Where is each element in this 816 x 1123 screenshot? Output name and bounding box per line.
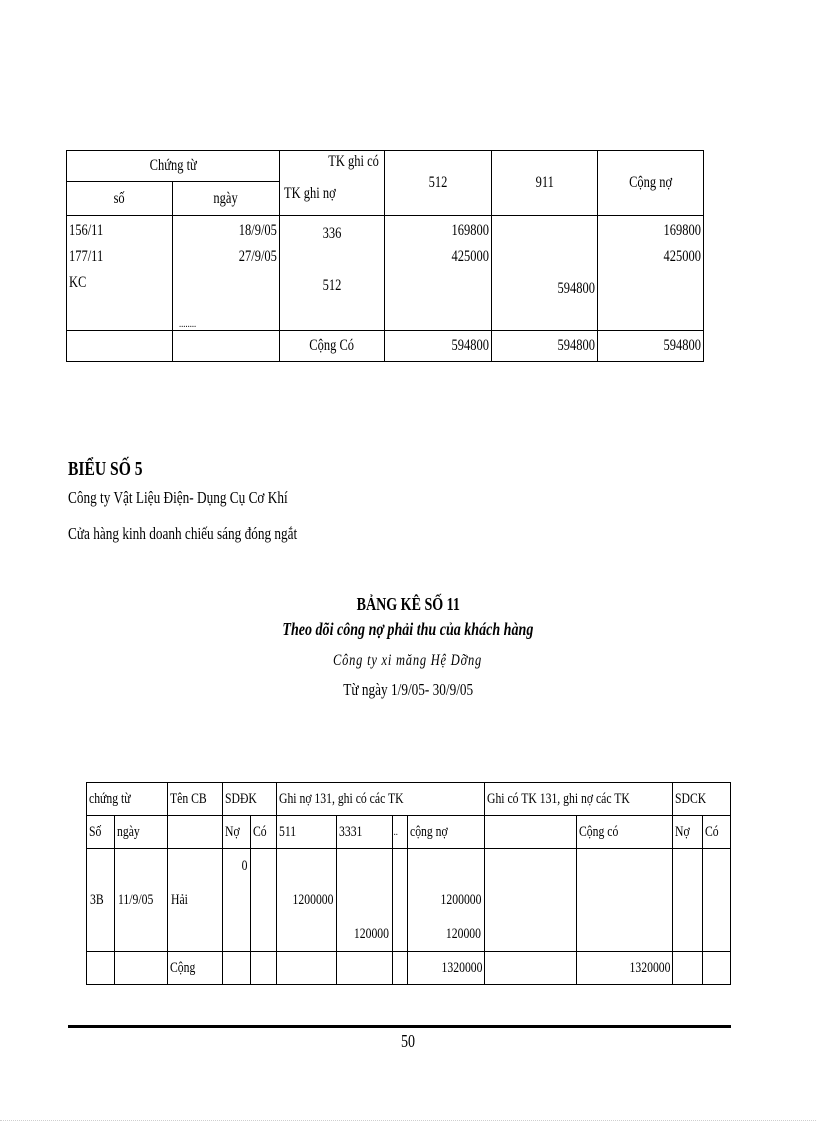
footer-rule <box>68 1025 731 1028</box>
header-512: 512 <box>385 151 492 216</box>
table-row: 177/11 27/9/05 425000 425000 <box>67 246 704 272</box>
table-row: 156/11 18/9/05 336 169800 169800 <box>67 216 704 247</box>
header-chung-tu: Chứng từ <box>67 151 280 182</box>
total-row: Cộng Có 594800 594800 594800 <box>67 331 704 362</box>
report-customer: Công ty xi măng Hệ Dỡng <box>333 652 483 669</box>
header-row-2: Số ngày Nợ Có 511 3331 .. cộng nợ Cộng có Nợ Có <box>87 816 731 849</box>
header-sddk: SDĐK <box>223 783 277 816</box>
header-row-1 <box>87 783 731 816</box>
report-subtitle: Theo dõi công nợ phải thu của khách hàng <box>282 619 534 639</box>
header-ghi-co: Ghi có TK 131, ghi nợ các TK <box>485 783 673 816</box>
header-cong-no: Cộng nợ <box>598 151 704 216</box>
header-ten-cb: Tên CB <box>167 783 222 816</box>
header-ngay: ngày <box>172 182 279 216</box>
report-period: Từ ngày 1/9/05- 30/9/05 <box>343 680 473 699</box>
page-number: 50 <box>400 1031 416 1051</box>
header-tk-ghi-co: TK ghi có <box>327 153 379 170</box>
store-name: Cửa hàng kinh doanh chiếu sáng đóng ngắt <box>68 524 298 543</box>
header-911: 911 <box>492 151 598 216</box>
report-title: BẢNG KÊ SỐ 11 <box>356 594 460 614</box>
header-chung-tu: chứng từ <box>87 783 168 816</box>
table-row: KC 512 594800 <box>67 272 704 298</box>
receivables-table <box>86 782 731 985</box>
header-tk-split <box>279 151 385 216</box>
header-ghi-no: Ghi nợ 131, ghi có các TK <box>276 783 484 816</box>
table-row-dots: ........ <box>67 298 704 331</box>
header-sdck: SDCK <box>673 783 731 816</box>
page-edge-dots <box>0 1120 816 1121</box>
header-so: số <box>67 182 173 216</box>
company-name: Công ty Vật Liệu Điện- Dụng Cụ Cơ Khí <box>68 488 288 507</box>
ledger-table <box>66 150 704 362</box>
section-title: BIỂU SỐ 5 <box>68 458 143 480</box>
table-row: 3B 11/9/05 Hải 0 1200000 120000 1200000 120000 <box>87 849 731 952</box>
total-row: Cộng 1320000 1320000 <box>87 952 731 985</box>
header-tk-ghi-no: TK ghi nợ <box>283 185 336 202</box>
